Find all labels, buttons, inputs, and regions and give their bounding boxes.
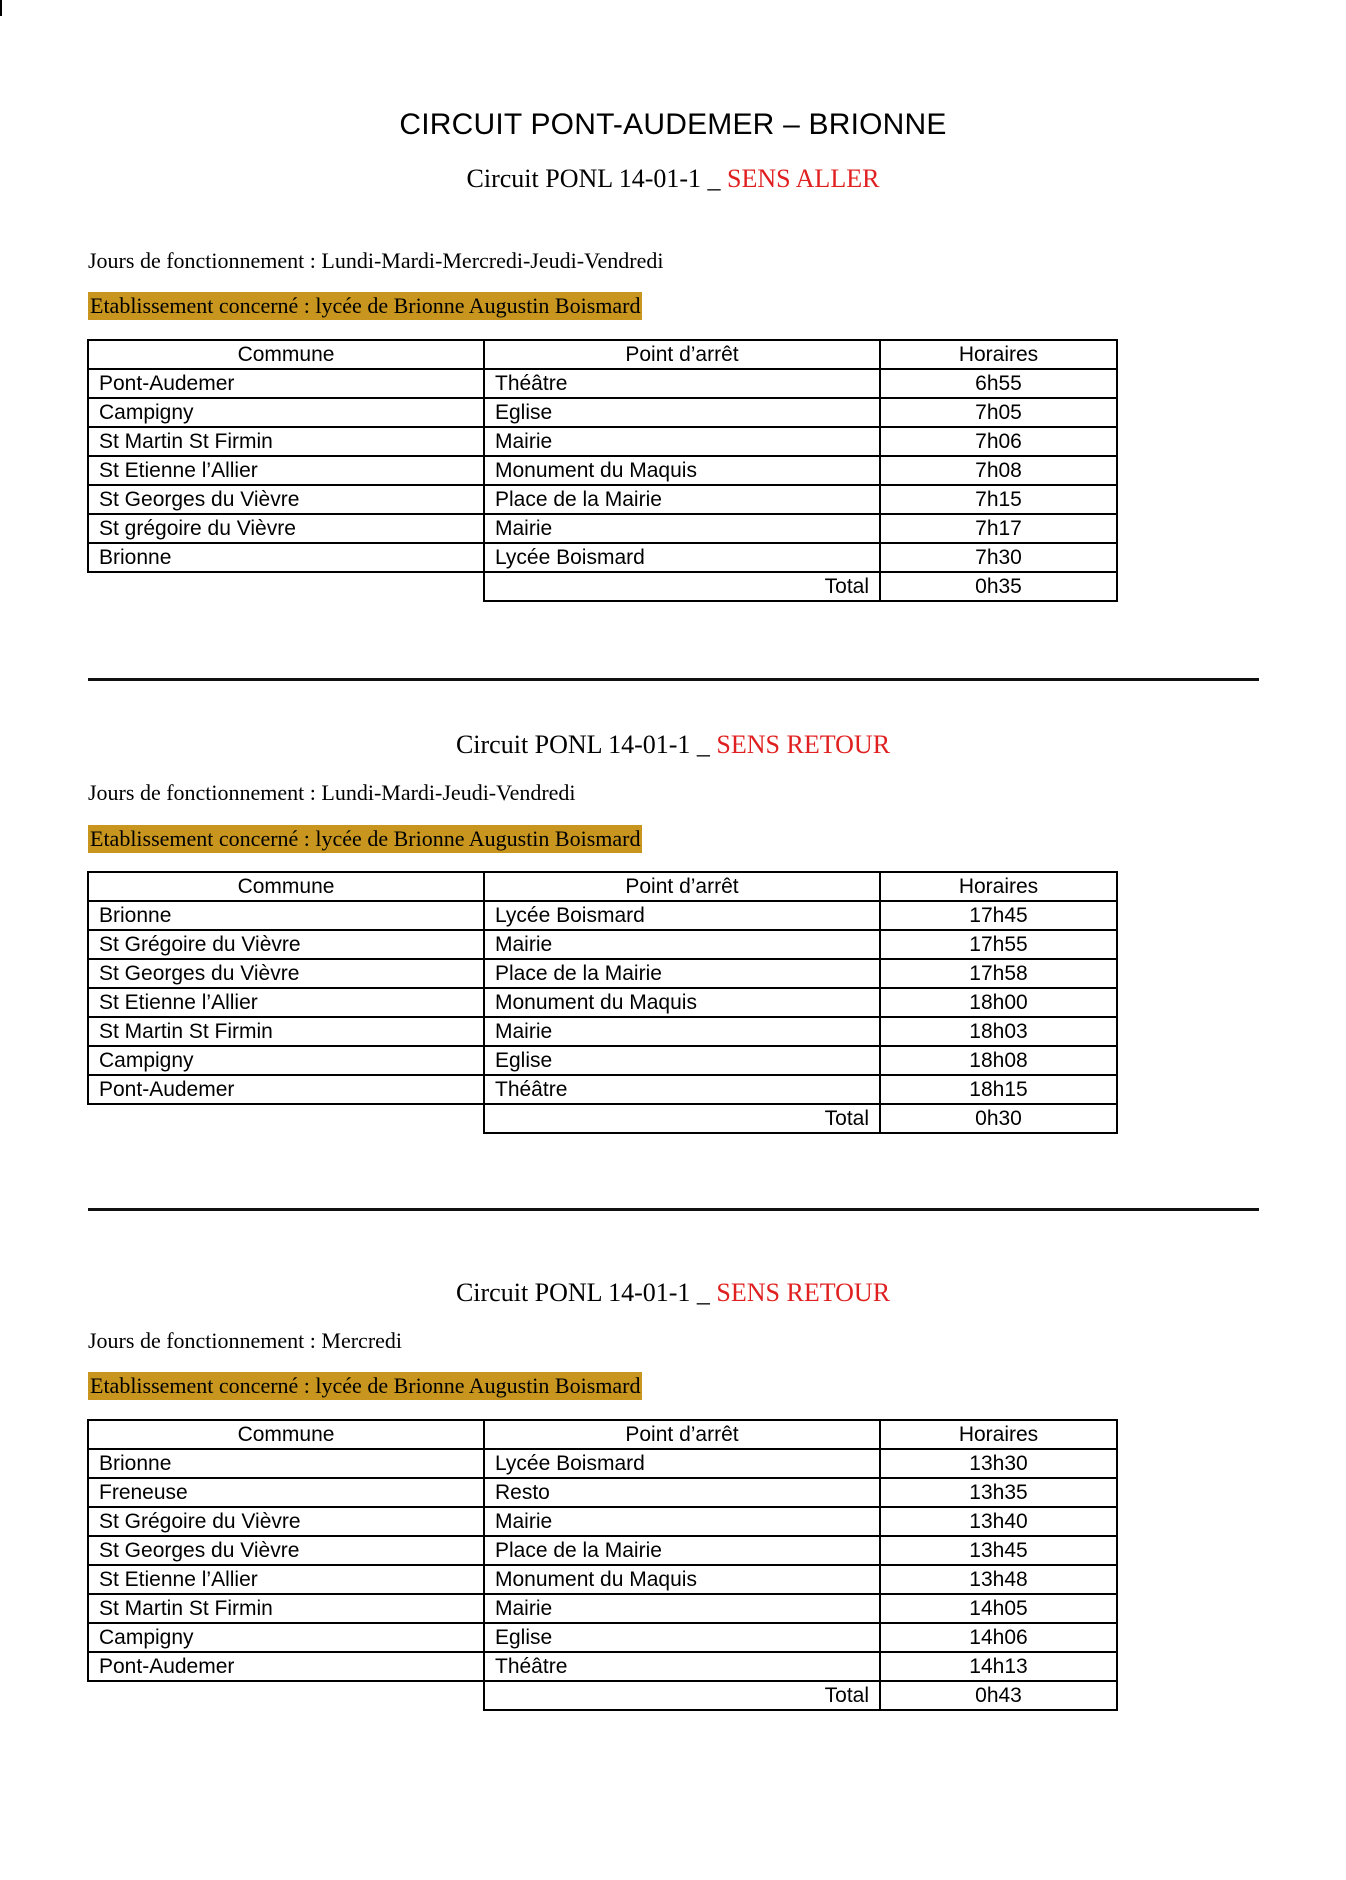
total-value: 0h43 xyxy=(880,1681,1117,1710)
cell-time: 6h55 xyxy=(880,369,1117,398)
cell-stop: Lycée Boismard xyxy=(484,1449,880,1478)
table-row xyxy=(88,456,1117,485)
cell-commune: St Grégoire du Vièvre xyxy=(88,1507,484,1536)
cell-commune: St Etienne l’Allier xyxy=(88,988,484,1017)
cell-commune: Freneuse xyxy=(88,1478,484,1507)
blank-cell xyxy=(88,1681,484,1710)
table-row xyxy=(88,1536,1117,1565)
table-row xyxy=(88,427,1117,456)
cell-time: 14h06 xyxy=(880,1623,1117,1652)
cell-commune: St Etienne l’Allier xyxy=(88,456,484,485)
total-label: Total xyxy=(484,572,880,601)
cell-stop: Place de la Mairie xyxy=(484,959,880,988)
header-row xyxy=(88,1420,1117,1449)
establishment-3: Etablissement concerné : lycée de Brionne Augustin Boismard xyxy=(90,1373,641,1398)
cell-commune: St Etienne l’Allier xyxy=(88,1565,484,1594)
cell-commune: Pont-Audemer xyxy=(88,1075,484,1104)
table-row xyxy=(88,1594,1117,1623)
cell-commune: Campigny xyxy=(88,398,484,427)
circuit-heading-3 xyxy=(0,1278,1346,1308)
cell-commune: Pont-Audemer xyxy=(88,1652,484,1681)
cell-time: 18h08 xyxy=(880,1046,1117,1075)
circuit-code: Circuit PONL 14-01-1 _ xyxy=(455,1278,717,1307)
table-row xyxy=(88,1507,1117,1536)
table-row xyxy=(88,485,1117,514)
total-value: 0h30 xyxy=(880,1104,1117,1133)
cell-stop: Lycée Boismard xyxy=(484,543,880,572)
cell-commune: Brionne xyxy=(88,543,484,572)
operating-days-3: Jours de fonctionnement : Mercredi xyxy=(88,1328,403,1353)
table-row xyxy=(88,1017,1117,1046)
cell-stop: Mairie xyxy=(484,1594,880,1623)
blank-cell xyxy=(88,1104,484,1133)
header-commune: Commune xyxy=(88,1420,484,1449)
table-row xyxy=(88,959,1117,988)
cell-stop: Monument du Maquis xyxy=(484,988,880,1017)
direction-label: SENS RETOUR xyxy=(716,730,891,759)
table-row xyxy=(88,1652,1117,1681)
cell-stop: Mairie xyxy=(484,1017,880,1046)
schedule-table-2 xyxy=(87,871,1118,1134)
cell-time: 17h58 xyxy=(880,959,1117,988)
cell-stop: Mairie xyxy=(484,930,880,959)
scan-edge-mark xyxy=(0,0,2,16)
header-stop: Point d’arrêt xyxy=(484,1420,880,1449)
cell-commune: St Georges du Vièvre xyxy=(88,1536,484,1565)
cell-time: 13h35 xyxy=(880,1478,1117,1507)
total-label: Total xyxy=(484,1104,880,1133)
table-row xyxy=(88,988,1117,1017)
cell-stop: Place de la Mairie xyxy=(484,485,880,514)
cell-stop: Théâtre xyxy=(484,1075,880,1104)
cell-commune: St Georges du Vièvre xyxy=(88,485,484,514)
schedule-table-3 xyxy=(87,1419,1118,1711)
table-row xyxy=(88,901,1117,930)
section-divider xyxy=(88,678,1259,681)
total-label: Total xyxy=(484,1681,880,1710)
table-row xyxy=(88,1449,1117,1478)
operating-days-2: Jours de fonctionnement : Lundi-Mardi-Jeudi-Vendredi xyxy=(88,780,576,805)
section-divider xyxy=(88,1208,1259,1211)
table-row xyxy=(88,369,1117,398)
cell-commune: Pont-Audemer xyxy=(88,369,484,398)
schedule-table-1 xyxy=(87,339,1118,602)
cell-commune: St grégoire du Vièvre xyxy=(88,514,484,543)
cell-time: 13h40 xyxy=(880,1507,1117,1536)
table-row xyxy=(88,1075,1117,1104)
cell-time: 17h55 xyxy=(880,930,1117,959)
cell-time: 7h08 xyxy=(880,456,1117,485)
header-time: Horaires xyxy=(880,1420,1117,1449)
cell-time: 13h48 xyxy=(880,1565,1117,1594)
cell-stop: Resto xyxy=(484,1478,880,1507)
cell-time: 7h30 xyxy=(880,543,1117,572)
establishment-1: Etablissement concerné : lycée de Brionne Augustin Boismard xyxy=(90,293,641,318)
table-row xyxy=(88,1046,1117,1075)
cell-stop: Théâtre xyxy=(484,369,880,398)
table-row xyxy=(88,398,1117,427)
table-row xyxy=(88,930,1117,959)
cell-time: 18h03 xyxy=(880,1017,1117,1046)
cell-stop: Place de la Mairie xyxy=(484,1536,880,1565)
cell-commune: St Grégoire du Vièvre xyxy=(88,930,484,959)
cell-time: 7h06 xyxy=(880,427,1117,456)
direction-label: SENS RETOUR xyxy=(716,1278,891,1307)
cell-stop: Eglise xyxy=(484,1046,880,1075)
cell-time: 7h17 xyxy=(880,514,1117,543)
cell-commune: Brionne xyxy=(88,1449,484,1478)
cell-time: 14h13 xyxy=(880,1652,1117,1681)
table-row xyxy=(88,514,1117,543)
table-row xyxy=(88,1478,1117,1507)
cell-commune: St Martin St Firmin xyxy=(88,1594,484,1623)
table-row xyxy=(88,1565,1117,1594)
circuit-code: Circuit PONL 14-01-1 _ xyxy=(455,730,717,759)
cell-stop: Mairie xyxy=(484,1507,880,1536)
total-row xyxy=(88,1104,1117,1133)
blank-cell xyxy=(88,572,484,601)
header-stop: Point d’arrêt xyxy=(484,340,880,369)
cell-commune: Brionne xyxy=(88,901,484,930)
circuit-code: Circuit PONL 14-01-1 _ xyxy=(466,164,728,193)
table-row xyxy=(88,543,1117,572)
total-row xyxy=(88,1681,1117,1710)
cell-stop: Monument du Maquis xyxy=(484,456,880,485)
direction-label: SENS ALLER xyxy=(727,164,880,193)
header-row xyxy=(88,872,1117,901)
document-title: CIRCUIT PONT-AUDEMER – BRIONNE xyxy=(399,108,947,141)
header-stop: Point d’arrêt xyxy=(484,872,880,901)
cell-stop: Mairie xyxy=(484,514,880,543)
total-value: 0h35 xyxy=(880,572,1117,601)
cell-time: 13h45 xyxy=(880,1536,1117,1565)
table-row xyxy=(88,1623,1117,1652)
cell-commune: Campigny xyxy=(88,1623,484,1652)
total-row xyxy=(88,572,1117,601)
cell-time: 7h15 xyxy=(880,485,1117,514)
cell-commune: St Martin St Firmin xyxy=(88,1017,484,1046)
header-commune: Commune xyxy=(88,340,484,369)
cell-time: 7h05 xyxy=(880,398,1117,427)
cell-time: 17h45 xyxy=(880,901,1117,930)
cell-stop: Mairie xyxy=(484,427,880,456)
establishment-2: Etablissement concerné : lycée de Brionne Augustin Boismard xyxy=(90,826,641,851)
cell-time: 13h30 xyxy=(880,1449,1117,1478)
cell-time: 14h05 xyxy=(880,1594,1117,1623)
cell-commune: St Martin St Firmin xyxy=(88,427,484,456)
header-time: Horaires xyxy=(880,872,1117,901)
operating-days-1: Jours de fonctionnement : Lundi-Mardi-Mercredi-Jeudi-Vendredi xyxy=(88,248,664,273)
cell-time: 18h15 xyxy=(880,1075,1117,1104)
cell-commune: Campigny xyxy=(88,1046,484,1075)
header-row xyxy=(88,340,1117,369)
cell-stop: Eglise xyxy=(484,398,880,427)
circuit-heading-2 xyxy=(0,730,1346,760)
cell-stop: Théâtre xyxy=(484,1652,880,1681)
cell-time: 18h00 xyxy=(880,988,1117,1017)
cell-stop: Monument du Maquis xyxy=(484,1565,880,1594)
cell-commune: St Georges du Vièvre xyxy=(88,959,484,988)
header-commune: Commune xyxy=(88,872,484,901)
circuit-heading-1 xyxy=(0,164,1346,194)
header-time: Horaires xyxy=(880,340,1117,369)
cell-stop: Lycée Boismard xyxy=(484,901,880,930)
cell-stop: Eglise xyxy=(484,1623,880,1652)
